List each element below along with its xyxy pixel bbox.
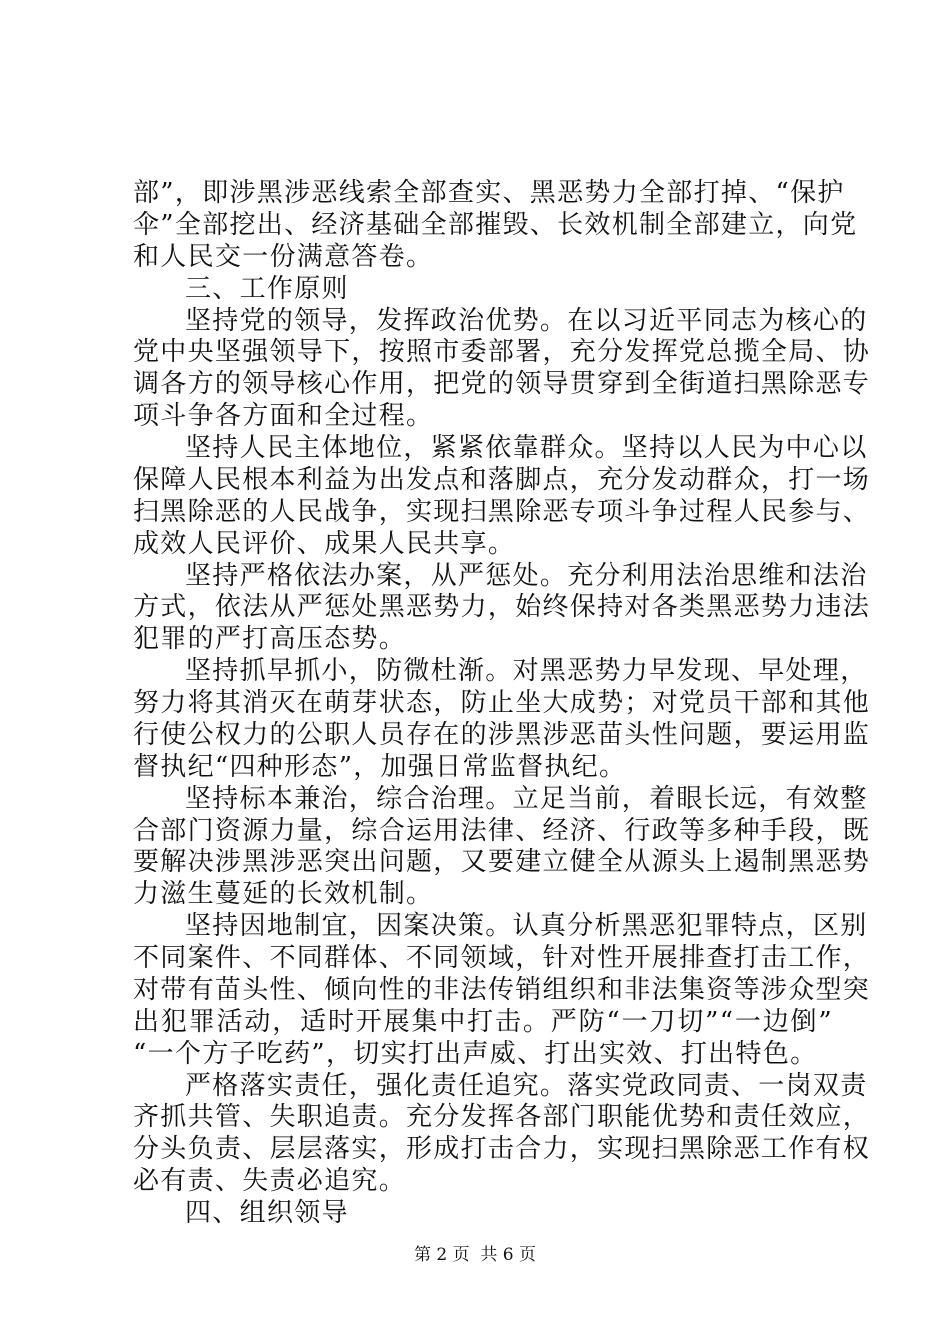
text-line: 坚持严格依法办案，从严惩处。充分利用法治思维和法治	[185, 560, 868, 591]
text-line: 对带有苗头性、倾向性的非法传销组织和非法集资等涉众型突	[133, 974, 871, 1005]
text-line: 项斗争各方面和全过程。	[133, 401, 434, 432]
text-line: 犯罪的严打高压态势。	[133, 624, 407, 655]
text-line: 和人民交一份满意答卷。	[133, 241, 434, 272]
text-line: 坚持标本兼治，综合治理。立足当前，着眼长远，有效整	[185, 783, 868, 814]
text-line: 保障人民根本利益为出发点和落脚点，充分发动群众，打一场	[133, 464, 871, 495]
text-line: 要解决涉黑涉恶突出问题，又要建立健全从源头上遏制黑恶势	[133, 847, 871, 878]
text-line: 扫黑除恶的人民战争，实现扫黑除恶专项斗争过程人民参与、	[133, 496, 871, 527]
text-line: “一个方子吃药”，切实打出声威、打出实效、打出特色。	[133, 1038, 818, 1069]
text-line: 党中央坚强领导下，按照市委部署，充分发挥党总揽全局、协	[133, 337, 871, 368]
text-line: 部”，即涉黑涉恶线索全部查实、黑恶势力全部打掉、“保护	[133, 178, 845, 208]
text-line: 坚持人民主体地位，紧紧依靠群众。坚持以人民为中心以	[185, 433, 868, 464]
text-line: 力滋生蔓延的长效机制。	[133, 879, 434, 910]
text-line: 分头负责、层层落实，形成打击合力，实现扫黑除恶工作有权	[133, 1134, 871, 1165]
section-heading: 四、组织领导	[185, 1198, 349, 1229]
text-line: 坚持抓早抓小，防微杜渐。对黑恶势力早发现、早处理，	[185, 656, 868, 687]
text-line: 成效人民评价、成果人民共享。	[133, 528, 516, 559]
text-line: 坚持因地制宜，因案决策。认真分析黑恶犯罪特点，区别	[185, 911, 868, 942]
text-line: 方式，依法从严惩处黑恶势力，始终保持对各类黑恶势力违法	[133, 592, 871, 623]
text-line: 伞”全部挖出、经济基础全部摧毁、长效机制全部建立，向党	[133, 209, 858, 240]
text-line: 行使公权力的公职人员存在的涉黑涉恶苗头性问题，要运用监	[133, 719, 871, 750]
text-line: 严格落实责任，强化责任追究。落实党政同责、一岗双责	[185, 1070, 868, 1101]
page-number-footer: 第 2 页 共 6 页	[413, 1245, 537, 1265]
text-line: 调各方的领导核心作用，把党的领导贯穿到全街道扫黑除恶专	[133, 369, 871, 400]
text-line: 出犯罪活动，适时开展集中打击。严防“一刀切”“一边倒”	[133, 1006, 833, 1037]
text-line: 努力将其消灭在萌芽状态，防止坐大成势；对党员干部和其他	[133, 688, 871, 719]
text-line: 必有责、失责必追究。	[133, 1166, 407, 1197]
text-line: 不同案件、不同群体、不同领域，针对性开展排查打击工作，	[133, 943, 871, 974]
text-line: 合部门资源力量，综合运用法律、经济、行政等多种手段，既	[133, 815, 871, 846]
text-line: 齐抓共管、失职追责。充分发挥各部门职能优势和责任效应，	[133, 1102, 871, 1133]
text-line: 坚持党的领导，发挥政治优势。在以习近平同志为核心的	[185, 305, 868, 336]
text-line: 督执纪“四种形态”，加强日常监督执纪。	[133, 751, 627, 782]
section-heading: 三、工作原则	[185, 273, 349, 304]
